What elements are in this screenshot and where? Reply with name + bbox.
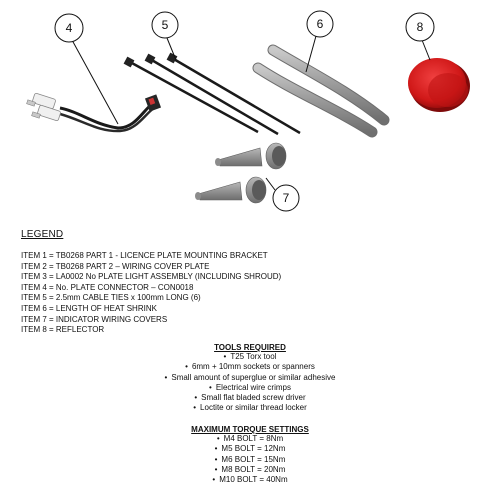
torque-item: • M4 BOLT = 8Nm: [0, 434, 500, 444]
legend-item: ITEM 2 = TB0268 PART 2 – WIRING COVER PLATE: [21, 261, 210, 271]
callout-item-8: [406, 13, 434, 41]
parts-illustration: [0, 0, 500, 220]
svg-text:8: 8: [416, 20, 424, 34]
tools-item: • Electrical wire crimps: [0, 383, 500, 393]
legend-item: ITEM 8 = REFLECTOR: [21, 325, 105, 335]
callout-item-7: [273, 185, 299, 211]
callout-leader-4: [72, 40, 118, 124]
legend-item: ITEM 3 = LA0002 No PLATE LIGHT ASSEMBLY (INCLUDING SHROUD): [21, 272, 282, 282]
legend-title: LEGEND: [21, 229, 64, 240]
torque-item: • M6 BOLT = 15Nm: [0, 455, 500, 465]
tools-item: • Small amount of superglue or similar adhesive: [0, 373, 500, 383]
tools-title: TOOLS REQUIRED: [214, 343, 286, 352]
torque-item: • M5 BOLT = 12Nm: [0, 444, 500, 454]
legend-item: ITEM 4 = No. PLATE CONNECTOR – CON0018: [21, 282, 194, 292]
legend-item: ITEM 1 = TB0268 PART 1 - LICENCE PLATE MOUNTING BRACKET: [21, 251, 268, 260]
cable-ties: [124, 53, 300, 134]
torque-item: • M8 BOLT = 20Nm: [0, 465, 500, 475]
legend-item: ITEM 5 = 2.5mm CABLE TIES x 100mm LONG (6): [21, 293, 201, 303]
reflector: [408, 58, 470, 112]
plate-connector-wires: [27, 93, 161, 131]
torque-item: • M10 BOLT = 40Nm: [0, 475, 500, 485]
callout-item-5: [152, 12, 178, 38]
legend-list: [21, 251, 281, 336]
torque-section: [0, 425, 500, 485]
torque-list: [0, 434, 500, 485]
svg-text:4: 4: [65, 21, 73, 35]
torque-title: MAXIMUM TORQUE SETTINGS: [191, 425, 309, 434]
callout-leader-8: [422, 40, 430, 60]
indicator-wiring-covers: [195, 143, 286, 203]
tools-item: • Loctite or similar thread locker: [0, 403, 500, 413]
svg-text:5: 5: [161, 18, 169, 32]
tools-item: • T25 Torx tool: [0, 352, 500, 362]
tools-list: [0, 352, 500, 414]
svg-text:7: 7: [282, 191, 290, 205]
tools-item: • Small flat bladed screw driver: [0, 393, 500, 403]
callout-item-6: [307, 11, 333, 37]
legend-item: ITEM 6 = LENGTH OF HEAT SHRINK: [21, 303, 157, 313]
callout-leader-7: [266, 178, 275, 190]
legend-item: ITEM 7 = INDICATOR WIRING COVERS: [21, 314, 168, 324]
svg-text:6: 6: [316, 17, 324, 31]
tools-section: [0, 343, 500, 414]
tools-item: • 6mm + 10mm sockets or spanners: [0, 362, 500, 372]
callout-item-4: [55, 14, 83, 42]
